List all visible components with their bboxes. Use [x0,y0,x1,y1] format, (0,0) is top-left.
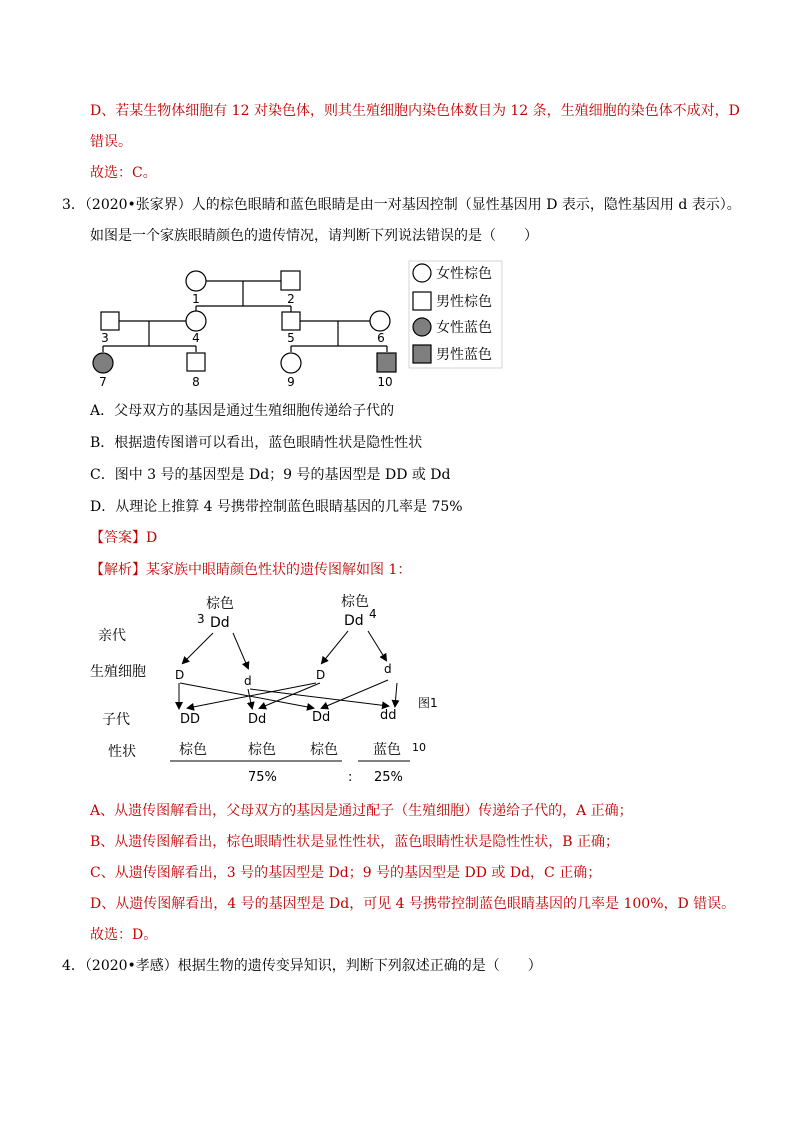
cross-trait-4: 蓝色 [373,742,401,758]
q3-stem-line2: 如图是一个家族眼睛颜色的遗传情况，请判断下列说法错误的是（ ） [90,228,538,244]
pedigree-person-6 [370,311,390,331]
q3-explanation-d: D、从遗传图解看出，4 号的基因型是 Dd，可见 4 号携带控制蓝色眼睛基因的几率是 100%，D 错误。 [90,896,736,912]
pedigree-person-2 [281,271,300,290]
pedigree-num-5: 5 [287,331,295,345]
cross-parent-color-right: 棕色 [341,594,369,610]
cross-gamete-1: D [175,668,185,682]
cross-row-label-traits: 性状 [108,744,136,760]
legend-female-brown-icon [413,264,431,282]
q3-option-b: B．根据遗传图谱可以看出，蓝色眼睛性状是隐性性状 [90,435,423,451]
pedigree-num-1: 1 [192,292,200,306]
pedigree-num-3: 3 [101,331,109,345]
cross-ratio-sep: : [348,770,353,785]
pedigree-num-6: 6 [377,331,385,345]
prev-answer-d-line1: D、若某生物体细胞有 12 对染色体，则其生殖细胞内染色体数目为 12 条，生殖细胞的染色体不成对，D [90,103,740,119]
q3-option-d: D．从理论上推算 4 号携带控制蓝色眼睛基因的几率是 75% [90,499,463,515]
pedigree-num-4: 4 [192,331,200,345]
pedigree-chart [85,258,505,393]
q4-stem: 4．（2020•孝感）根据生物的遗传变异知识，判断下列叙述正确的是（ ） [62,958,542,974]
cross-diagram [88,588,458,788]
legend-female-blue-icon [413,318,431,336]
pedigree-num-7: 7 [99,375,107,389]
cross-trait-1: 棕色 [179,742,207,758]
cross-offspring-1: DD [180,712,201,727]
cross-parent-genotype-left: Dd [210,615,230,631]
legend-label-male-brown: 男性棕色 [436,294,492,310]
cross-row-label-gametes: 生殖细胞 [90,664,146,680]
legend-label-female-blue: 女性蓝色 [436,320,492,336]
cross-gamete-3: D [316,668,326,682]
pedigree-num-8: 8 [192,375,200,389]
pedigree-person-5 [282,312,300,330]
cross-trait-num: 10 [412,741,426,754]
legend-label-female-brown: 女性棕色 [436,266,492,282]
q3-option-a: A．父母双方的基因是通过生殖细胞传递给子代的 [90,403,395,419]
pedigree-person-9 [281,353,301,373]
pedigree-num-10: 10 [377,375,393,389]
q3-explanation-b: B、从遗传图解看出，棕色眼睛性状是显性性状，蓝色眼睛性状是隐性性状，B 正确； [90,834,620,850]
pedigree-person-1 [186,271,206,291]
q3-answer-label: 【答案】D [90,530,158,546]
cross-trait-3: 棕色 [310,742,338,758]
cross-gamete-4: d [384,662,392,676]
legend-male-brown-icon [413,292,431,310]
q3-choice: 故选：D。 [90,927,158,943]
cross-row-label-parents: 亲代 [98,628,126,644]
legend-male-blue-icon [413,345,431,363]
pedigree-person-10 [377,353,396,372]
pedigree-person-3 [101,312,119,330]
prev-answer-d-line2: 错误。 [90,134,132,150]
q3-explanation-a: A、从遗传图解看出，父母双方的基因是通过配子（生殖细胞）传递给子代的，A 正确； [90,803,633,819]
prev-answer-choice: 故选：C。 [90,165,157,181]
cross-parent-num-right: 4 [369,607,377,621]
cross-trait-2: 棕色 [248,742,276,758]
cross-parent-color-left: 棕色 [206,596,234,612]
legend-label-male-blue: 男性蓝色 [436,347,492,363]
cross-offspring-4: dd [380,708,397,723]
q3-analysis-label: 【解析】某家族中眼睛颜色性状的遗传图解如图 1： [90,562,412,578]
cross-parent-num-left: 3 [197,612,205,626]
pedigree-num-9: 9 [287,375,295,389]
q3-stem-line1: 3．（2020•张家界）人的棕色眼睛和蓝色眼睛是由一对基因控制（显性基因用 D 表示，隐性基因用 d 表示）。 [62,197,741,213]
q3-explanation-c: C、从遗传图解看出，3 号的基因型是 Dd；9 号的基因型是 DD 或 Dd，C 正确； [90,865,602,881]
cross-offspring-2: Dd [248,712,267,727]
cross-fig-label: 图1 [418,696,438,710]
cross-ratio-right: 25% [374,770,403,785]
cross-parent-genotype-right: Dd [344,613,364,629]
q3-option-c: C．图中 3 号的基因型是 Dd；9 号的基因型是 DD 或 Dd [90,467,451,483]
cross-row-label-offspring: 子代 [102,712,130,728]
cross-gamete-2: d [244,674,252,688]
pedigree-num-2: 2 [287,292,295,306]
cross-offspring-3: Dd [312,710,331,725]
cross-ratio-left: 75% [248,770,277,785]
pedigree-person-7 [93,353,113,373]
pedigree-person-4 [186,311,206,331]
pedigree-person-8 [187,353,205,371]
